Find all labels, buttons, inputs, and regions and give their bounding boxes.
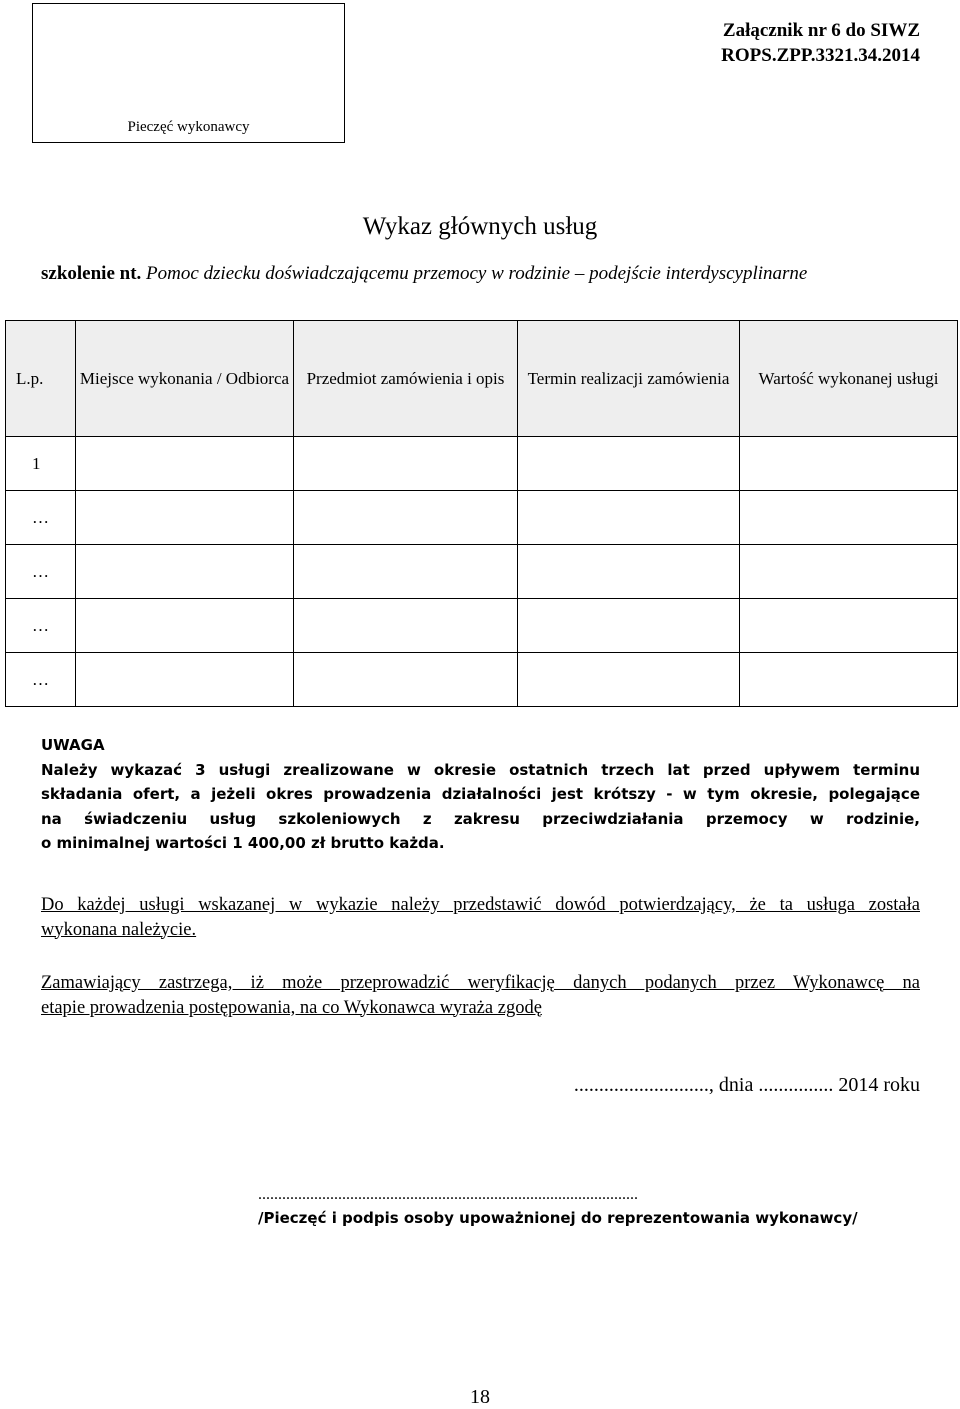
cell-place[interactable] bbox=[76, 545, 294, 599]
cell-place[interactable] bbox=[76, 491, 294, 545]
subtitle-topic: Pomoc dziecku doświadczającemu przemocy w rodzinie – podejście interdyscyplinarne bbox=[141, 263, 808, 284]
paragraph-line: Do każdej usługi wskazanej w wykazie należy przedstawić dowód potwierdzający, że ta usługa została bbox=[41, 895, 920, 915]
notice-heading: UWAGA bbox=[41, 736, 105, 754]
cell-place[interactable] bbox=[76, 653, 294, 707]
proof-requirement-paragraph bbox=[41, 893, 920, 942]
annex-number: Załącznik nr 6 do SIWZ bbox=[722, 20, 920, 41]
cell-value[interactable] bbox=[740, 653, 958, 707]
cell-subject[interactable] bbox=[294, 545, 518, 599]
notice-line: o minimalnej wartości 1 400,00 zł brutto każda. bbox=[41, 834, 445, 852]
cell-subject[interactable] bbox=[294, 437, 518, 491]
header-lp: L.p. bbox=[6, 321, 76, 437]
table-row bbox=[6, 599, 958, 653]
cell-date[interactable] bbox=[518, 599, 740, 653]
cell-value[interactable] bbox=[740, 599, 958, 653]
cell-date[interactable] bbox=[518, 545, 740, 599]
row-number: … bbox=[6, 545, 76, 599]
page-number: 18 bbox=[470, 1386, 490, 1408]
row-number: … bbox=[6, 653, 76, 707]
table-row bbox=[6, 437, 958, 491]
header-value: Wartość wykonanej usługi bbox=[740, 321, 958, 437]
document-title: Wykaz głównych usług bbox=[362, 213, 598, 240]
paragraph-line: wykonana należycie. bbox=[41, 919, 197, 940]
cell-value[interactable] bbox=[740, 437, 958, 491]
signature-label: /Pieczęć i podpis osoby upoważnionej do reprezentowania wykonawcy/ bbox=[258, 1209, 858, 1227]
cell-place[interactable] bbox=[76, 599, 294, 653]
cell-date[interactable] bbox=[518, 491, 740, 545]
contractor-stamp-box bbox=[32, 3, 345, 143]
row-number: … bbox=[6, 599, 76, 653]
cell-place[interactable] bbox=[76, 437, 294, 491]
training-subtitle bbox=[41, 263, 807, 285]
table-row bbox=[6, 653, 958, 707]
cell-subject[interactable] bbox=[294, 653, 518, 707]
notice-block bbox=[41, 733, 920, 856]
header-place: Miejsce wykonania / Odbiorca bbox=[76, 321, 294, 437]
notice-line: składania ofert, a jeżeli okres prowadzenia działalności jest krótszy - w tym okresie, polegające bbox=[41, 785, 920, 803]
cell-date[interactable] bbox=[518, 437, 740, 491]
row-number: … bbox=[6, 491, 76, 545]
services-table bbox=[5, 320, 958, 707]
paragraph-line: etapie prowadzenia postępowania, na co Wykonawca wyraża zgodę bbox=[41, 997, 542, 1018]
header-subject: Przedmiot zamówienia i opis bbox=[294, 321, 518, 437]
table-row bbox=[6, 545, 958, 599]
case-reference: ROPS.ZPP.3321.34.2014 bbox=[721, 45, 920, 66]
header-date: Termin realizacji zamówienia bbox=[518, 321, 740, 437]
notice-line: Należy wykazać 3 usługi zrealizowane w okresie ostatnich trzech lat przed upływem terminu bbox=[41, 760, 920, 779]
cell-value[interactable] bbox=[740, 545, 958, 599]
cell-value[interactable] bbox=[740, 491, 958, 545]
cell-subject[interactable] bbox=[294, 491, 518, 545]
notice-line: na świadczeniu usług szkoleniowych z zakresu przeciwdziałania przemocy w rodzinie, bbox=[41, 809, 920, 828]
paragraph-line: Zamawiający zastrzega, iż może przeprowadzić weryfikację danych podanych przez Wykonawcę na bbox=[41, 973, 920, 993]
cell-date[interactable] bbox=[518, 653, 740, 707]
signature-line[interactable]: ............................................................................................... bbox=[258, 1186, 638, 1203]
row-number: 1 bbox=[6, 437, 76, 491]
table-row bbox=[6, 491, 958, 545]
date-field[interactable]: ..........................., dnia ............... 2014 roku bbox=[573, 1074, 920, 1096]
subtitle-prefix: szkolenie nt. bbox=[41, 263, 142, 284]
table-header-row bbox=[6, 321, 958, 437]
stamp-label: Pieczęć wykonawcy bbox=[127, 119, 250, 135]
cell-subject[interactable] bbox=[294, 599, 518, 653]
verification-paragraph bbox=[41, 971, 920, 1020]
annex-reference bbox=[721, 18, 920, 68]
